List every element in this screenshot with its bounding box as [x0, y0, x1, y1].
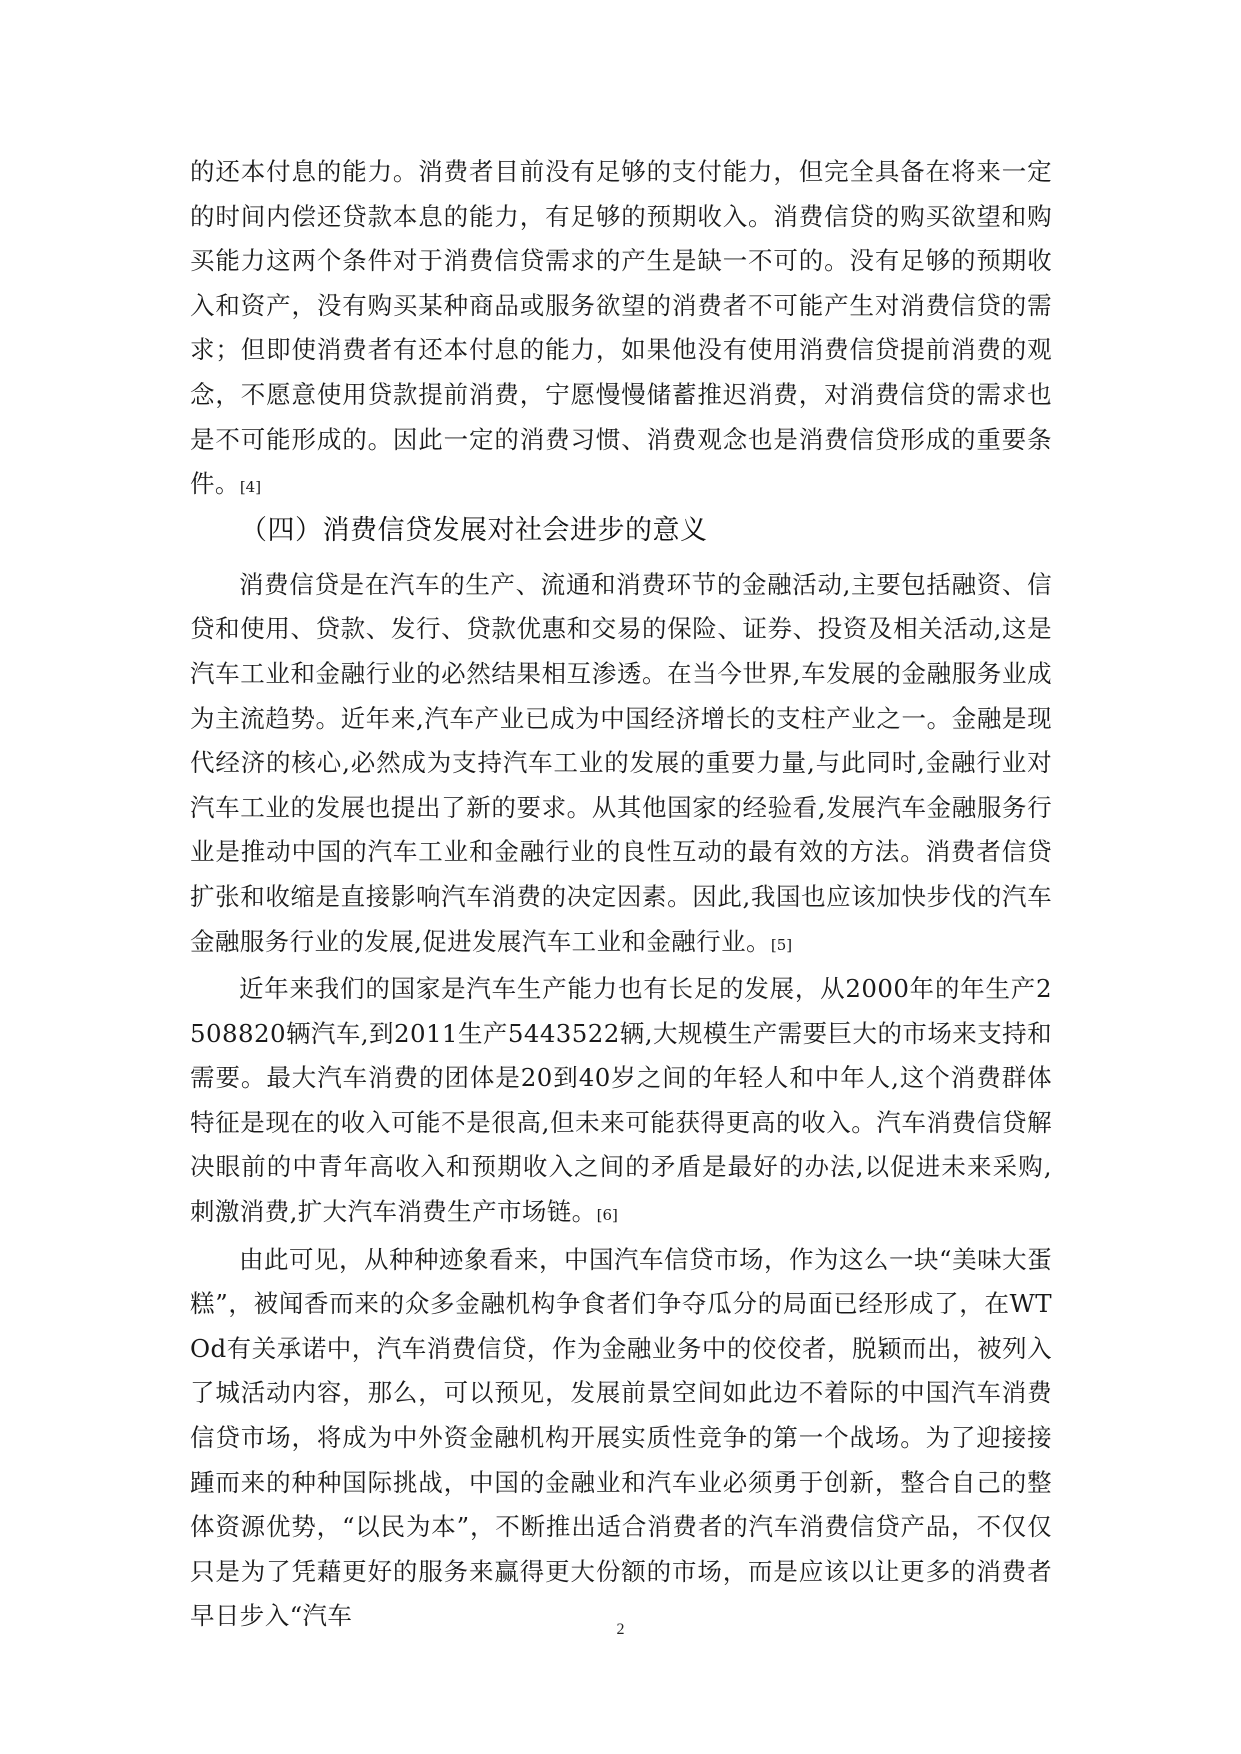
paragraph-credit-market — [190, 1238, 1052, 1639]
citation-4: [4] — [239, 478, 262, 497]
paragraph-continued — [190, 150, 1052, 510]
paragraph-text: 消费信贷是在汽车的生产、流通和消费环节的金融活动,主要包括融资、信贷和使用、贷款、发行、贷款优惠和交易的保险、证券、投资及相关活动,这是汽车工业和金融行业的必然结果相互渗透。在当今世界,车发展的金融服务业成为主流趋势。近年来,汽车产业已成为中国经济增长的支柱产业之一。金融是现代经济的核心,必然成为支持汽车工业的发展的重要力量,与此同时,金融行业对汽车工业的发展也提出了新的要求。从其他国家的经验看,发展汽车金融服务行业是推动中国的汽车工业和金融行业的良性互动的最有效的方法。消费者信贷扩张和收缩是直接影响汽车消费的决定因素。因此,我国也应该加快步伐的汽车金融服务行业的发展,促进发展汽车工业和金融行业。 — [190, 569, 1052, 956]
paragraph-production-capacity — [190, 967, 1052, 1238]
paragraph-text: 近年来我们的国家是汽车生产能力也有长足的发展，从2000年的年生产2508820辆汽车,到2011生产5443522辆,大规模生产需要巨大的市场来支持和需要。最大汽车消费的团体是20到40岁之间的年轻人和中年人,这个消费群体特征是现在的收入可能不是很高,但未来可能获得更高的收入。汽车消费信贷解决眼前的中青年高收入和预期收入之间的矛盾是最好的办法,以促进未来采购,刺激消费,扩大汽车消费生产市场链。 — [190, 974, 1052, 1227]
paragraph-text: 的还本付息的能力。消费者目前没有足够的支付能力，但完全具备在将来一定的时间内偿还贷款本息的能力，有足够的预期收入。消费信贷的购买欲望和购买能力这两个条件对于消费信贷需求的产生是缺一不可的。没有足够的预期收入和资产，没有购买某种商品或服务欲望的消费者不可能产生对消费信贷的需求；但即使消费者有还本付息的能力，如果他没有使用消费信贷提前消费的观念，不愿意使用贷款提前消费，宁愿慢慢储蓄推迟消费，对消费信贷的需求也是不可能形成的。因此一定的消费习惯、消费观念也是消费信贷形成的重要条件。 — [190, 157, 1052, 499]
citation-5: [5] — [770, 935, 793, 954]
paragraph-consumer-credit — [190, 563, 1052, 967]
section-heading: （四）消费信贷发展对社会进步的意义 — [240, 514, 708, 546]
paragraph-text: 由此可见，从种种迹象看来，中国汽车信贷市场，作为这么一块“美味大蛋糕”，被闻香而来的众多金融机构争食者们争夺瓜分的局面已经形成了，在WTOd有关承诺中，汽车消费信贷，作为金融业务中的佼佼者，脱颖而出，被列入了城活动内容，那么，可以预见，发展前景空间如此边不着际的中国汽车消费信贷市场，将成为中外资金融机构开展实质性竞争的第一个战场。为了迎接接踵而来的种种国际挑战，中国的金融业和汽车业必须勇于创新，整合自己的整体资源优势，“以民为本”，不断推出适合消费者的汽车消费信贷产品，不仅仅只是为了凭藉更好的服务来赢得更大份额的市场，而是应该以让更多的消费者早日步入“汽车 — [190, 1244, 1052, 1631]
citation-6: [6] — [596, 1206, 618, 1225]
document-page — [190, 150, 1052, 1639]
page-number: 2 — [616, 1621, 625, 1638]
